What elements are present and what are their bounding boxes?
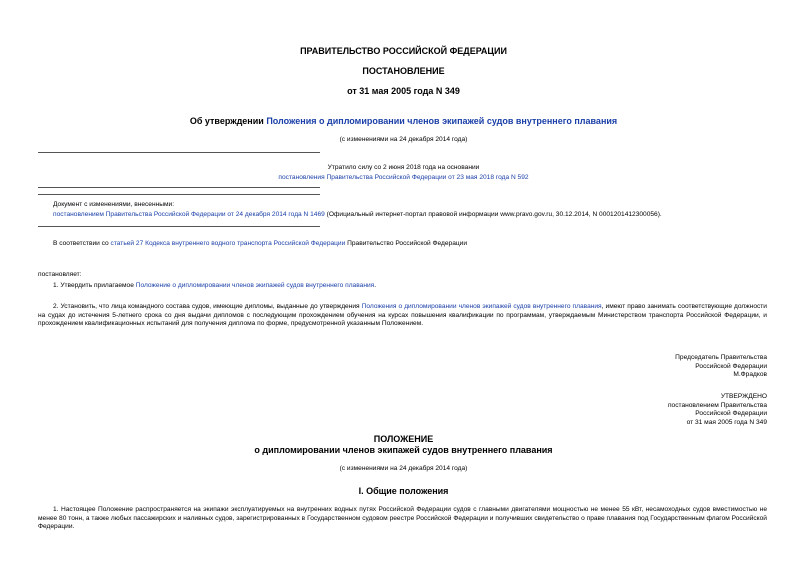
regulation-subheading: о дипломировании членов экипажей судов внутреннего плавания	[254, 445, 553, 455]
preamble-suffix: Правительство Российской Федерации	[345, 240, 468, 247]
document-title	[0, 116, 807, 127]
amendments-intro: Документ с изменениями, внесенными:	[53, 201, 175, 208]
resolves-text: постановляет:	[38, 271, 82, 278]
lost-force-note: Утратило силу со 2 июня 2018 года на основании	[327, 164, 480, 171]
item-2	[38, 303, 767, 329]
separator-rule	[38, 152, 320, 153]
signature-country: Российской Федерации	[695, 362, 767, 370]
document-title-prefix: Об утверждении	[189, 116, 267, 126]
regulation-title-link[interactable]: Положения о дипломировании членов экипажей судов внутреннего плавания	[266, 116, 618, 126]
approval-line-3: Российской Федерации	[695, 410, 767, 418]
separator-rule	[38, 187, 320, 188]
document-type: ПОСТАНОВЛЕНИЕ	[362, 66, 445, 76]
separator-rule	[38, 194, 320, 195]
item-1	[53, 282, 376, 291]
section-heading: I. Общие положения	[358, 486, 449, 496]
amendment-source: (Официальный интернет-портал правовой информации www.pravo.gov.ru, 30.12.2014, N 0001201412300056).	[324, 211, 662, 218]
code-article-link[interactable]: статьей 27 Кодекса внутреннего водного транспорта Российской Федерации	[110, 240, 346, 247]
lost-force-link[interactable]: постановления Правительства Российской Федерации от 23 мая 2018 года N 592	[278, 174, 529, 181]
amendment-link[interactable]: постановлением Правительства Российской Федерации от 24 декабря 2014 года N 1469	[53, 211, 325, 218]
item-1-regulation-link[interactable]: Положение о дипломировании членов экипажей судов внутреннего плавания	[135, 282, 375, 289]
preamble-prefix: В соответствии со	[53, 240, 111, 247]
regulation-paragraph-1: 1. Настоящее Положение распространяется на экипажи эксплуатируемых на внутренних водных путях Российской Федерации судов с главными двигателями мощностью не менее 55 кВт, несамоходных судов вместимостью не менее 80 тонн, а также любых пассажирских и наливных судов, зарегистрированных в Государственном судовом реестре Российской Федерации и получивших свидетельство о праве плавания под Государственным флагом Российской Федерации.	[38, 506, 767, 531]
document-date-number: от 31 мая 2005 года N 349	[347, 86, 460, 96]
approval-block	[668, 393, 767, 427]
regulation-heading: ПОЛОЖЕНИЕ	[373, 434, 434, 444]
item-1-suffix: .	[374, 282, 377, 289]
item-1-prefix: 1. Утвердить прилагаемое	[53, 282, 136, 289]
signature-name: М.Фрадков	[733, 371, 767, 379]
approval-line-2: постановлением Правительства	[667, 401, 767, 409]
signature-position: Председатель Правительства	[675, 354, 767, 361]
item-2-regulation-link[interactable]: Положения о дипломировании членов экипажей судов внутреннего плавания	[361, 303, 602, 310]
government-title: ПРАВИТЕЛЬСТВО РОССИЙСКОЙ ФЕДЕРАЦИИ	[300, 46, 507, 56]
item-2-suffix: , имеют право занимать соответствующие должности на судах до истечения 5-летнего срока со дня выдачи дипломов с последующим прохождением обучения на курсах повышения квалификации по программам, утверждаемым Министерством транспорта Российской Федерации, и прохождением квалификационных испытаний для получения диплома по форме, предусмотренной указанным Положением.	[38, 303, 767, 328]
changes-note: (с изменениями на 24 декабря 2014 года)	[339, 136, 468, 143]
regulation-changes-note: (с изменениями на 24 декабря 2014 года)	[339, 465, 468, 472]
approval-date: от 31 мая 2005 года N 349	[686, 418, 767, 426]
item-2-prefix: 2. Установить, что лица командного состава судов, имеющие дипломы, выданные до утверждения	[53, 303, 362, 310]
amendments-line	[53, 211, 662, 220]
preamble	[53, 240, 467, 249]
approval-heading: УТВЕРЖДЕНО	[720, 393, 767, 400]
separator-rule	[38, 226, 320, 227]
signature-block	[675, 354, 767, 380]
